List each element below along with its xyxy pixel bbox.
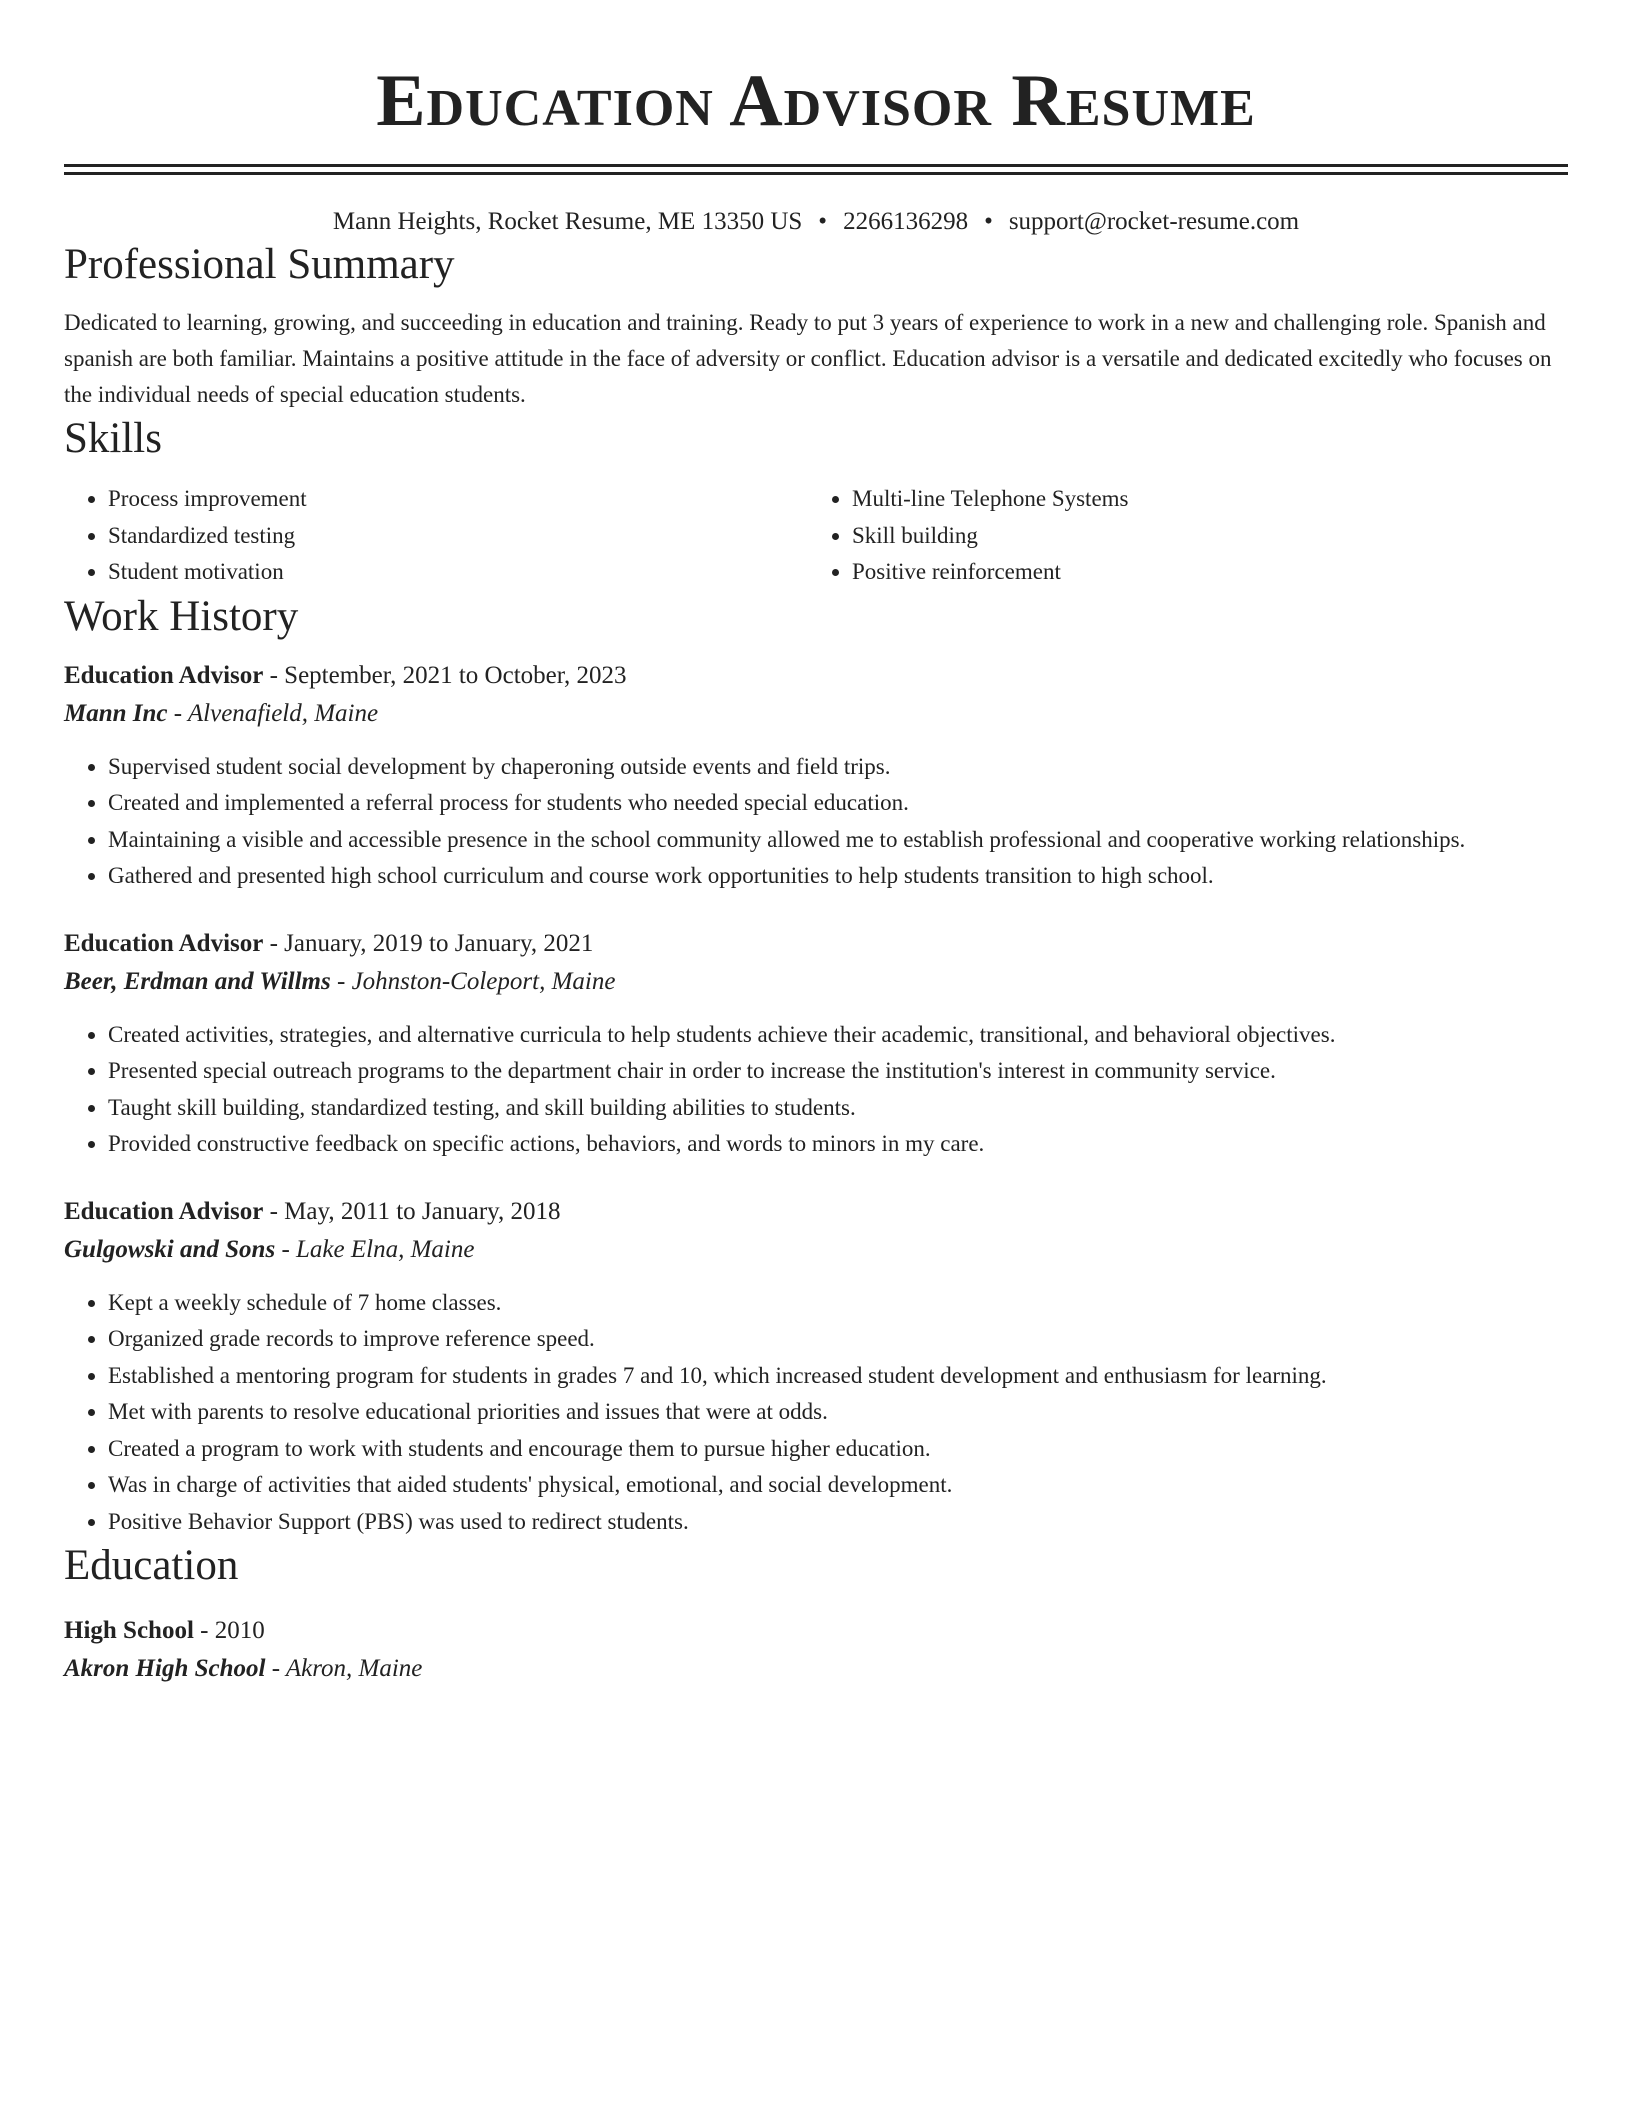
education-degree: High School — [64, 1617, 194, 1644]
contact-line — [64, 205, 1568, 239]
skill-item: • Student motivation — [108, 554, 808, 591]
job-dates: - May, 2011 to January, 2018 — [263, 1197, 561, 1225]
summary-text: Dedicated to learning, growing, and succeeding in education and training. Ready to put 3 years of experience to work in a new and challenging role. Spanish and spanish are both familiar. Maintains a positive attitude in the face of adversity or conflict. Education advisor is a versatile and dedicated excitedly who focuses on the individual needs of special education students. — [64, 310, 1552, 407]
job-bullets — [64, 1017, 1568, 1163]
job-company-line — [64, 1231, 1568, 1269]
job-bullet: • Presented special outreach programs to the department chair in order to increase the institution's interest in community service. — [108, 1053, 1568, 1090]
job-title-line — [64, 925, 1568, 963]
job-bullet: • Maintaining a visible and accessible presence in the school community allowed me to establish professional and cooperative working relationships. — [108, 822, 1568, 859]
skills-left-list — [64, 481, 808, 591]
job-title-line — [64, 657, 1568, 695]
job-company-line — [64, 963, 1568, 1001]
skills-heading: Skills — [64, 415, 162, 462]
job-entry — [64, 657, 1568, 895]
education-heading: Education — [64, 1542, 239, 1589]
job-entry — [64, 925, 1568, 1163]
job-dates: - September, 2021 to October, 2023 — [263, 661, 627, 689]
job-location: - Alvenafield, Maine — [167, 699, 379, 727]
skill-item: • Multi-line Telephone Systems — [852, 481, 1552, 518]
job-bullet: • Created a program to work with students and encourage them to pursue higher education. — [108, 1431, 1568, 1468]
job-bullet: • Supervised student social development by chaperoning outside events and field trips. — [108, 749, 1568, 786]
job-entry — [64, 1193, 1568, 1541]
job-title: Education Advisor — [64, 929, 264, 957]
resume-title: Education Advisor Resume — [376, 60, 1256, 142]
education-degree-line — [64, 1612, 1568, 1650]
job-bullet: • Gathered and presented high school curriculum and course work opportunities to help students transition to high school. — [108, 858, 1568, 895]
education-school-line — [64, 1650, 1568, 1688]
skill-item: • Process improvement — [108, 481, 808, 518]
job-bullet: • Kept a weekly schedule of 7 home classes. — [108, 1285, 1568, 1322]
job-title-line — [64, 1193, 1568, 1231]
job-bullet: • Created activities, strategies, and alternative curricula to help students achieve their academic, transitional, and behavioral objectives. — [108, 1017, 1568, 1054]
contact-email: support@rocket-resume.com — [1008, 208, 1300, 235]
job-bullet: • Organized grade records to improve reference speed. — [108, 1321, 1568, 1358]
skill-item: • Positive reinforcement — [852, 554, 1552, 591]
job-location: - Johnston-Coleport, Maine — [330, 967, 616, 995]
job-title: Education Advisor — [64, 1197, 264, 1225]
contact-separator: • — [818, 208, 828, 235]
job-bullet: • Positive Behavior Support (PBS) was used to redirect students. — [108, 1504, 1568, 1541]
job-bullets — [64, 1285, 1568, 1541]
job-company-line — [64, 695, 1568, 733]
job-title: Education Advisor — [64, 661, 264, 689]
skill-item: • Skill building — [852, 518, 1552, 555]
contact-separator: • — [984, 208, 993, 235]
education-school: Akron High School — [64, 1655, 266, 1682]
title-divider — [64, 164, 1568, 175]
education-entry — [64, 1612, 1568, 1688]
job-dates: - January, 2019 to January, 2021 — [263, 929, 594, 957]
job-bullet: • Established a mentoring program for students in grades 7 and 10, which increased student development and enthusiasm for learning. — [108, 1358, 1568, 1395]
skill-item: • Standardized testing — [108, 518, 808, 555]
job-bullet: • Taught skill building, standardized testing, and skill building abilities to students. — [108, 1090, 1568, 1127]
skills-columns — [64, 481, 1568, 591]
job-location: - Lake Elna, Maine — [275, 1235, 475, 1263]
job-company: Mann Inc — [64, 699, 168, 727]
skills-right-list — [808, 481, 1552, 591]
job-bullet: • Created and implemented a referral process for students who needed special education. — [108, 785, 1568, 822]
education-location: - Akron, Maine — [265, 1655, 423, 1682]
job-bullet: • Provided constructive feedback on specific actions, behaviors, and words to minors in my care. — [108, 1126, 1568, 1163]
job-company: Gulgowski and Sons — [64, 1235, 276, 1263]
job-bullets — [64, 749, 1568, 895]
education-year: - 2010 — [193, 1617, 265, 1644]
job-company: Beer, Erdman and Willms — [64, 967, 331, 995]
job-bullet: • Met with parents to resolve educational priorities and issues that were at odds. — [108, 1394, 1568, 1431]
job-bullet: • Was in charge of activities that aided students' physical, emotional, and social development. — [108, 1467, 1568, 1504]
contact-address: Mann Heights, Rocket Resume, ME 13350 US — [332, 208, 803, 235]
work-history-heading: Work History — [64, 592, 299, 640]
summary-heading: Professional Summary — [64, 241, 455, 288]
contact-phone: 2266136298 — [843, 208, 969, 235]
